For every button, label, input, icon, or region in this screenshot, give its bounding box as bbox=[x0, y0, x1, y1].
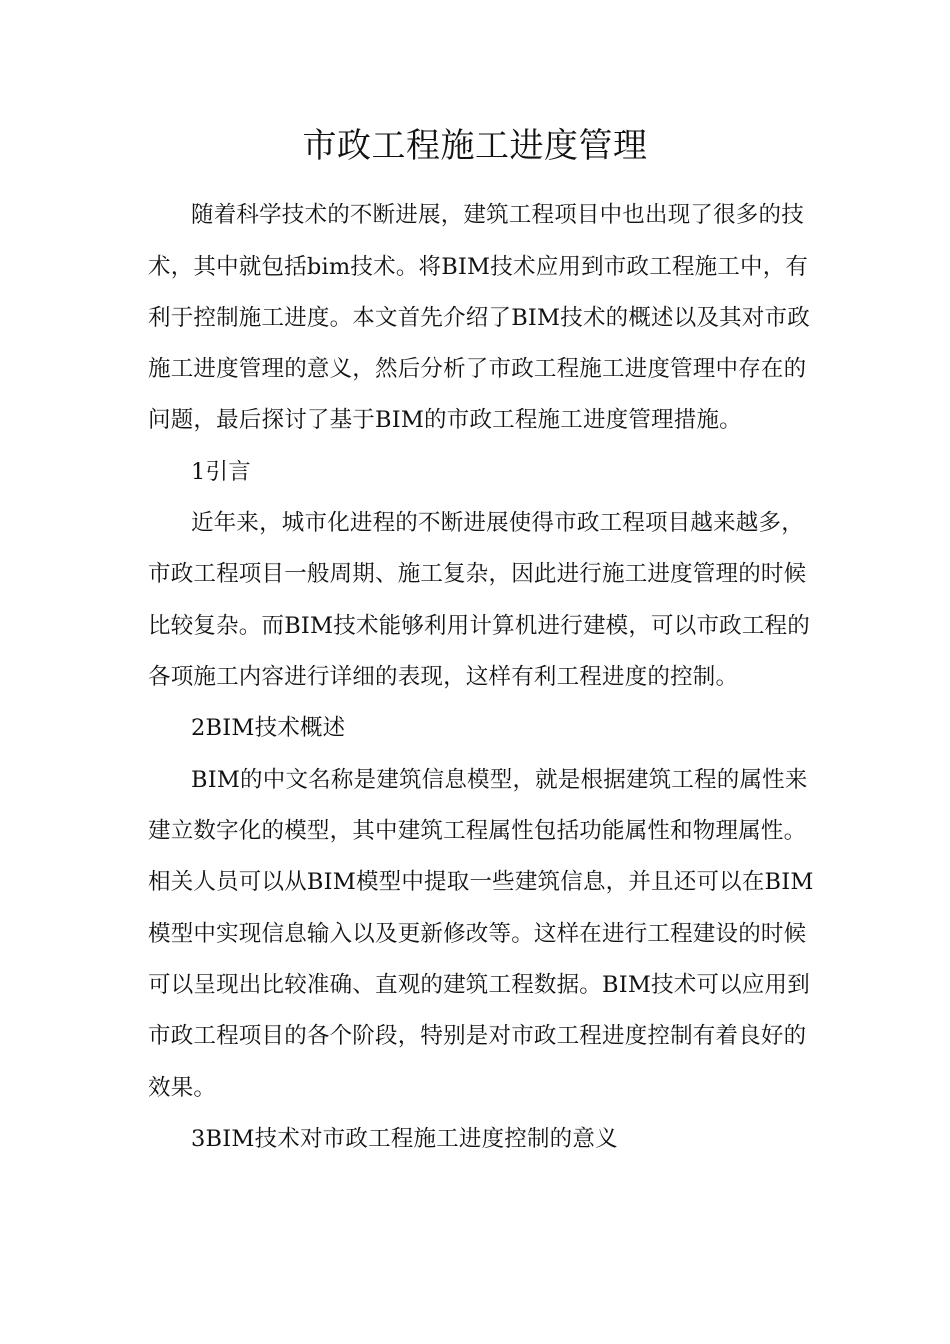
body-line: 模型中实现信息输入以及更新修改等。这样在进行工程建设的时候 bbox=[148, 921, 807, 947]
body-line: 近年来，城市化进程的不断进展使得市政工程项目越来越多， bbox=[191, 510, 804, 536]
body-line: 利于控制施工进度。本文首先介绍了BIM技术的概述以及其对市政 bbox=[148, 305, 810, 331]
body-line: 随着科学技术的不断进展，建筑工程项目中也出现了很多的技 bbox=[191, 202, 804, 228]
body-line: 市政工程项目的各个阶段，特别是对市政工程进度控制有着良好的 bbox=[148, 1023, 807, 1049]
document-title: 市政工程施工进度管理 bbox=[302, 126, 648, 166]
body-line: 可以呈现出比较准确、直观的建筑工程数据。BIM技术可以应用到 bbox=[148, 972, 810, 998]
section-heading-introduction: 1引言 bbox=[191, 459, 251, 485]
section-heading-bim-significance: 3BIM技术对市政工程施工进度控制的意义 bbox=[191, 1126, 618, 1152]
body-line: 问题，最后探讨了基于BIM的市政工程施工进度管理措施。 bbox=[148, 407, 742, 433]
body-line: 比较复杂。而BIM技术能够利用计算机进行建模，可以市政工程的 bbox=[148, 613, 810, 639]
body-line: 建立数字化的模型，其中建筑工程属性包括功能属性和物理属性。 bbox=[148, 818, 807, 844]
body-line: BIM的中文名称是建筑信息模型，就是根据建筑工程的属性来 bbox=[191, 767, 808, 793]
body-line: 术，其中就包括bim技术。将BIM技术应用到市政工程施工中，有 bbox=[148, 254, 809, 280]
body-line: 效果。 bbox=[148, 1075, 217, 1101]
body-line: 相关人员可以从BIM模型中提取一些建筑信息，并且还可以在BIM bbox=[148, 869, 814, 895]
section-heading-bim-overview: 2BIM技术概述 bbox=[191, 715, 346, 741]
body-line: 各项施工内容进行详细的表现，这样有利工程进度的控制。 bbox=[148, 664, 739, 690]
body-line: 市政工程项目一般周期、施工复杂，因此进行施工进度管理的时候 bbox=[148, 561, 807, 587]
body-line: 施工进度管理的意义，然后分析了市政工程施工进度管理中存在的 bbox=[148, 356, 807, 382]
